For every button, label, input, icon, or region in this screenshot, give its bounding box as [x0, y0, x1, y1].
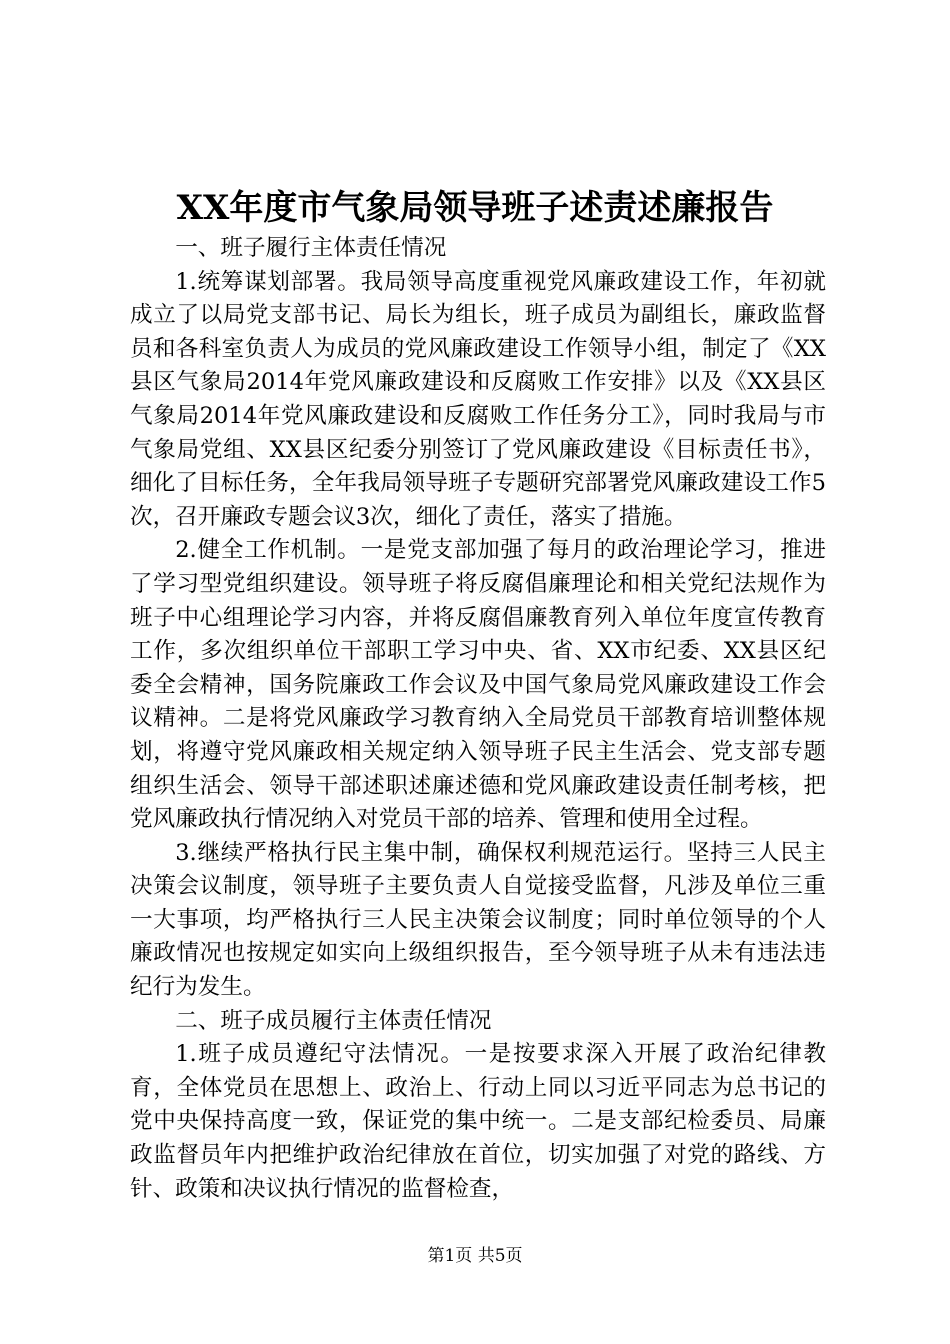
document-title: XX年度市气象局领导班子述责述廉报告: [176, 188, 774, 228]
section-heading-1: 一、班子履行主体责任情况: [175, 235, 447, 261]
section-heading-2: 二、班子成员履行主体责任情况: [175, 1007, 492, 1034]
paragraph-planning: 1.统筹谋划部署。我局领导高度重视党风廉政建设工作，年初就成立了以局党支部书记、局长为组长，班子成员为副组长，廉政监督员和各科室负责人为成员的党风廉政建设工作领导小组，制定了《XX县区气象局2014年党风廉政建设和反腐败工作安排》以及《XX县区气象局2014年党风廉政建设和反腐败工作任务分工》，同时我局与市气象局党组、XX县区纪委分别签订了党风廉政建设《目标责任书》，细化了目标任务，全年我局领导班子专题研究部署党风廉政建设工作5次，召开廉政专题会议3次，细化了责任，落实了措施。: [130, 268, 826, 530]
paragraph-democratic-centralism: 3.继续严格执行民主集中制，确保权利规范运行。坚持三人民主决策会议制度，领导班子主要负责人自觉接受监督，凡涉及单位三重一大事项，均严格执行三人民主决策会议制度；同时单位领导的个人廉政情况也按规定如实向上级组织报告，至今领导班子从未有违法违纪行为发生。: [130, 839, 826, 1001]
page-number-footer: 第1页 共5页: [427, 1246, 523, 1266]
document-body: [130, 232, 826, 1206]
paragraph-members-discipline: 1.班子成员遵纪守法情况。一是按要求深入开展了政治纪律教育，全体党员在思想上、政治上、行动上同以习近平同志为总书记的党中央保持高度一致，保证党的集中统一。二是支部纪检委员、局廉政监督员年内把维护政治纪律放在首位，切实加强了对党的路线、方针、政策和决议执行情况的监督检查，: [130, 1041, 826, 1202]
paragraph-mechanism: 2.健全工作机制。一是党支部加强了每月的政治理论学习，推进了学习型党组织建设。领导班子将反腐倡廉理论和相关党纪法规作为班子中心组理论学习内容，并将反腐倡廉教育列入单位年度宣传教育工作，多次组织单位干部职工学习中央、省、XX市纪委、XX县区纪委全会精神，国务院廉政工作会议及中国气象局党风廉政建设工作会议精神。二是将党风廉政学习教育纳入全局党员干部教育培训整体规划，将遵守党风廉政相关规定纳入领导班子民主生活会、党支部专题组织生活会、领导干部述职述廉述德和党风廉政建设责任制考核，把党风廉政执行情况纳入对党员干部的培养、管理和使用全过程。: [130, 537, 826, 833]
